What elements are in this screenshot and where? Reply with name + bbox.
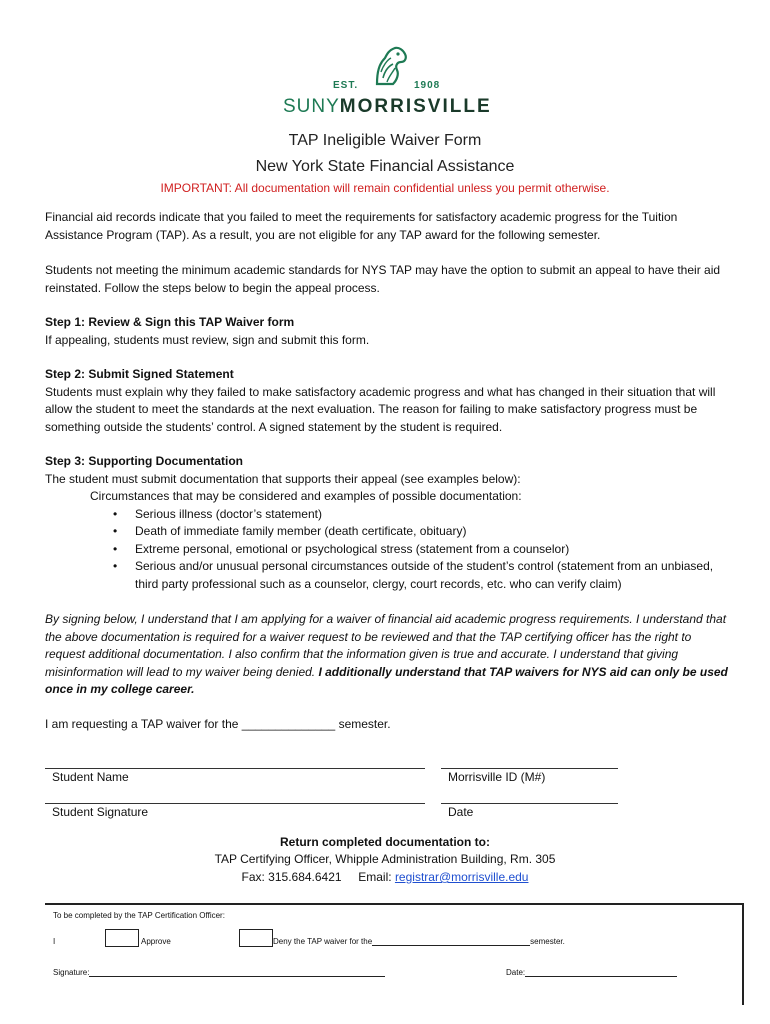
attestation-statement	[45, 611, 730, 699]
request-before: I am requesting a TAP waiver for the	[45, 717, 239, 731]
logo-morrisville: MORRISVILLE	[339, 96, 492, 117]
deny-label: Deny the TAP waiver for the	[273, 937, 373, 946]
student-name-line[interactable]	[45, 768, 425, 769]
deny-text	[273, 937, 565, 946]
return-contact	[0, 870, 770, 884]
deny-semester-line[interactable]	[372, 945, 530, 946]
officer-signature-line[interactable]	[89, 976, 385, 977]
list-item: • Serious illness (doctor’s statement)	[135, 506, 730, 524]
student-name-label: Student Name	[52, 770, 129, 784]
step-2-title: Step 2: Submit Signed Statement	[45, 367, 234, 381]
email-link[interactable]: registrar@morrisville.edu	[394, 870, 529, 884]
logo-wordmark	[283, 96, 492, 118]
logo-year: 1908	[414, 80, 441, 91]
form-subtitle: New York State Financial Assistance	[255, 158, 515, 175]
request-after: semester.	[338, 717, 391, 731]
return-title: Return completed documentation to:	[280, 835, 490, 849]
step-2	[45, 366, 730, 436]
list-item: • Serious and/or unusual personal circumstances outside of the student’s control (statement from an unbiased, third party professional such as a counselor, clergy, court records, etc. who can verify claim)	[135, 558, 730, 593]
date-line[interactable]	[441, 803, 618, 804]
fax-number: Fax: 315.684.6421	[241, 870, 342, 884]
list-item: • Extreme personal, emotional or psychological stress (statement from a counselor)	[135, 541, 730, 559]
morrisville-id-label: Morrisville ID (M#)	[448, 770, 546, 784]
step-2-text: Students must explain why they failed to make satisfactory academic progress and what has changed in their situation that will allow the student to meet the standards at the next evaluation. The reason for failing to make satisfactory progress must be something outside the students’ control. A signed statement by the student is required.	[45, 384, 716, 434]
officer-date-label: Date:	[506, 968, 526, 977]
step-3-text: The student must submit documentation that supports their appeal (see examples below):	[45, 471, 521, 486]
officer-date-line[interactable]	[525, 976, 677, 977]
intro-paragraph-1: Financial aid records indicate that you failed to meet the requirements for satisfactory academic progress for the Tuition Assistance Program (TAP). As a result, you are not eligible for any TAP award for the following semester.	[45, 210, 678, 242]
step-3-subtext: Circumstances that may be considered and examples of possible documentation:	[90, 489, 522, 503]
deny-semester-label: semester.	[530, 937, 565, 946]
documentation-list	[45, 506, 730, 594]
student-signature-line[interactable]	[45, 803, 425, 804]
semester-blank[interactable]: ______________	[241, 717, 336, 731]
officer-signature	[53, 968, 385, 977]
email-label: Email:	[358, 870, 392, 884]
officer-heading: To be completed by the TAP Certification Officer:	[53, 911, 225, 920]
horse-head-icon	[367, 44, 411, 88]
logo-suny: SUNY	[283, 96, 340, 117]
step-1-text: If appealing, students must review, sign and submit this form.	[45, 332, 370, 347]
step-1-title: Step 1: Review & Sign this TAP Waiver form	[45, 315, 295, 329]
approve-checkbox[interactable]	[105, 929, 139, 947]
approve-label: Approve	[141, 937, 171, 946]
morrisville-id-line[interactable]	[441, 768, 618, 769]
deny-checkbox[interactable]	[239, 929, 273, 947]
officer-date	[506, 968, 677, 977]
list-item: • Death of immediate family member (death certificate, obituary)	[135, 523, 730, 541]
attestation-text: By signing below, I understand that I am applying for a waiver of financial aid academic progress requirements. I understand that the above documentation is required for a waiver request to be reviewed and that the TAP certifying officer has the right to request additional documentation. I also confirm that the information given is true and accurate. I understand that giving misinformation will lead to my waiver being denied.	[45, 612, 727, 679]
officer-i-label: I	[53, 937, 56, 946]
step-1	[45, 314, 730, 349]
date-label: Date	[448, 805, 474, 819]
semester-request	[45, 716, 730, 734]
step-3	[45, 453, 730, 593]
student-signature-label: Student Signature	[52, 805, 149, 819]
suny-morrisville-logo	[283, 44, 492, 120]
form-title: TAP Ineligible Waiver Form	[288, 132, 482, 149]
logo-est: EST.	[333, 80, 359, 91]
attestation-bold: I additionally understand that TAP waivers for NYS aid can only be used once in my college career.	[45, 664, 728, 696]
return-address: TAP Certifying Officer, Whipple Administration Building, Rm. 305	[214, 852, 556, 866]
intro-paragraph-2: Students not meeting the minimum academic standards for NYS TAP may have the option to submit an appeal to have their aid reinstated. Follow the steps below to begin the appeal process.	[45, 263, 721, 295]
officer-signature-label: Signature:	[53, 968, 90, 977]
step-3-title: Step 3: Supporting Documentation	[45, 454, 243, 468]
important-notice: IMPORTANT: All documentation will remain confidential unless you permit otherwise.	[160, 181, 610, 195]
officer-section	[45, 903, 744, 1005]
